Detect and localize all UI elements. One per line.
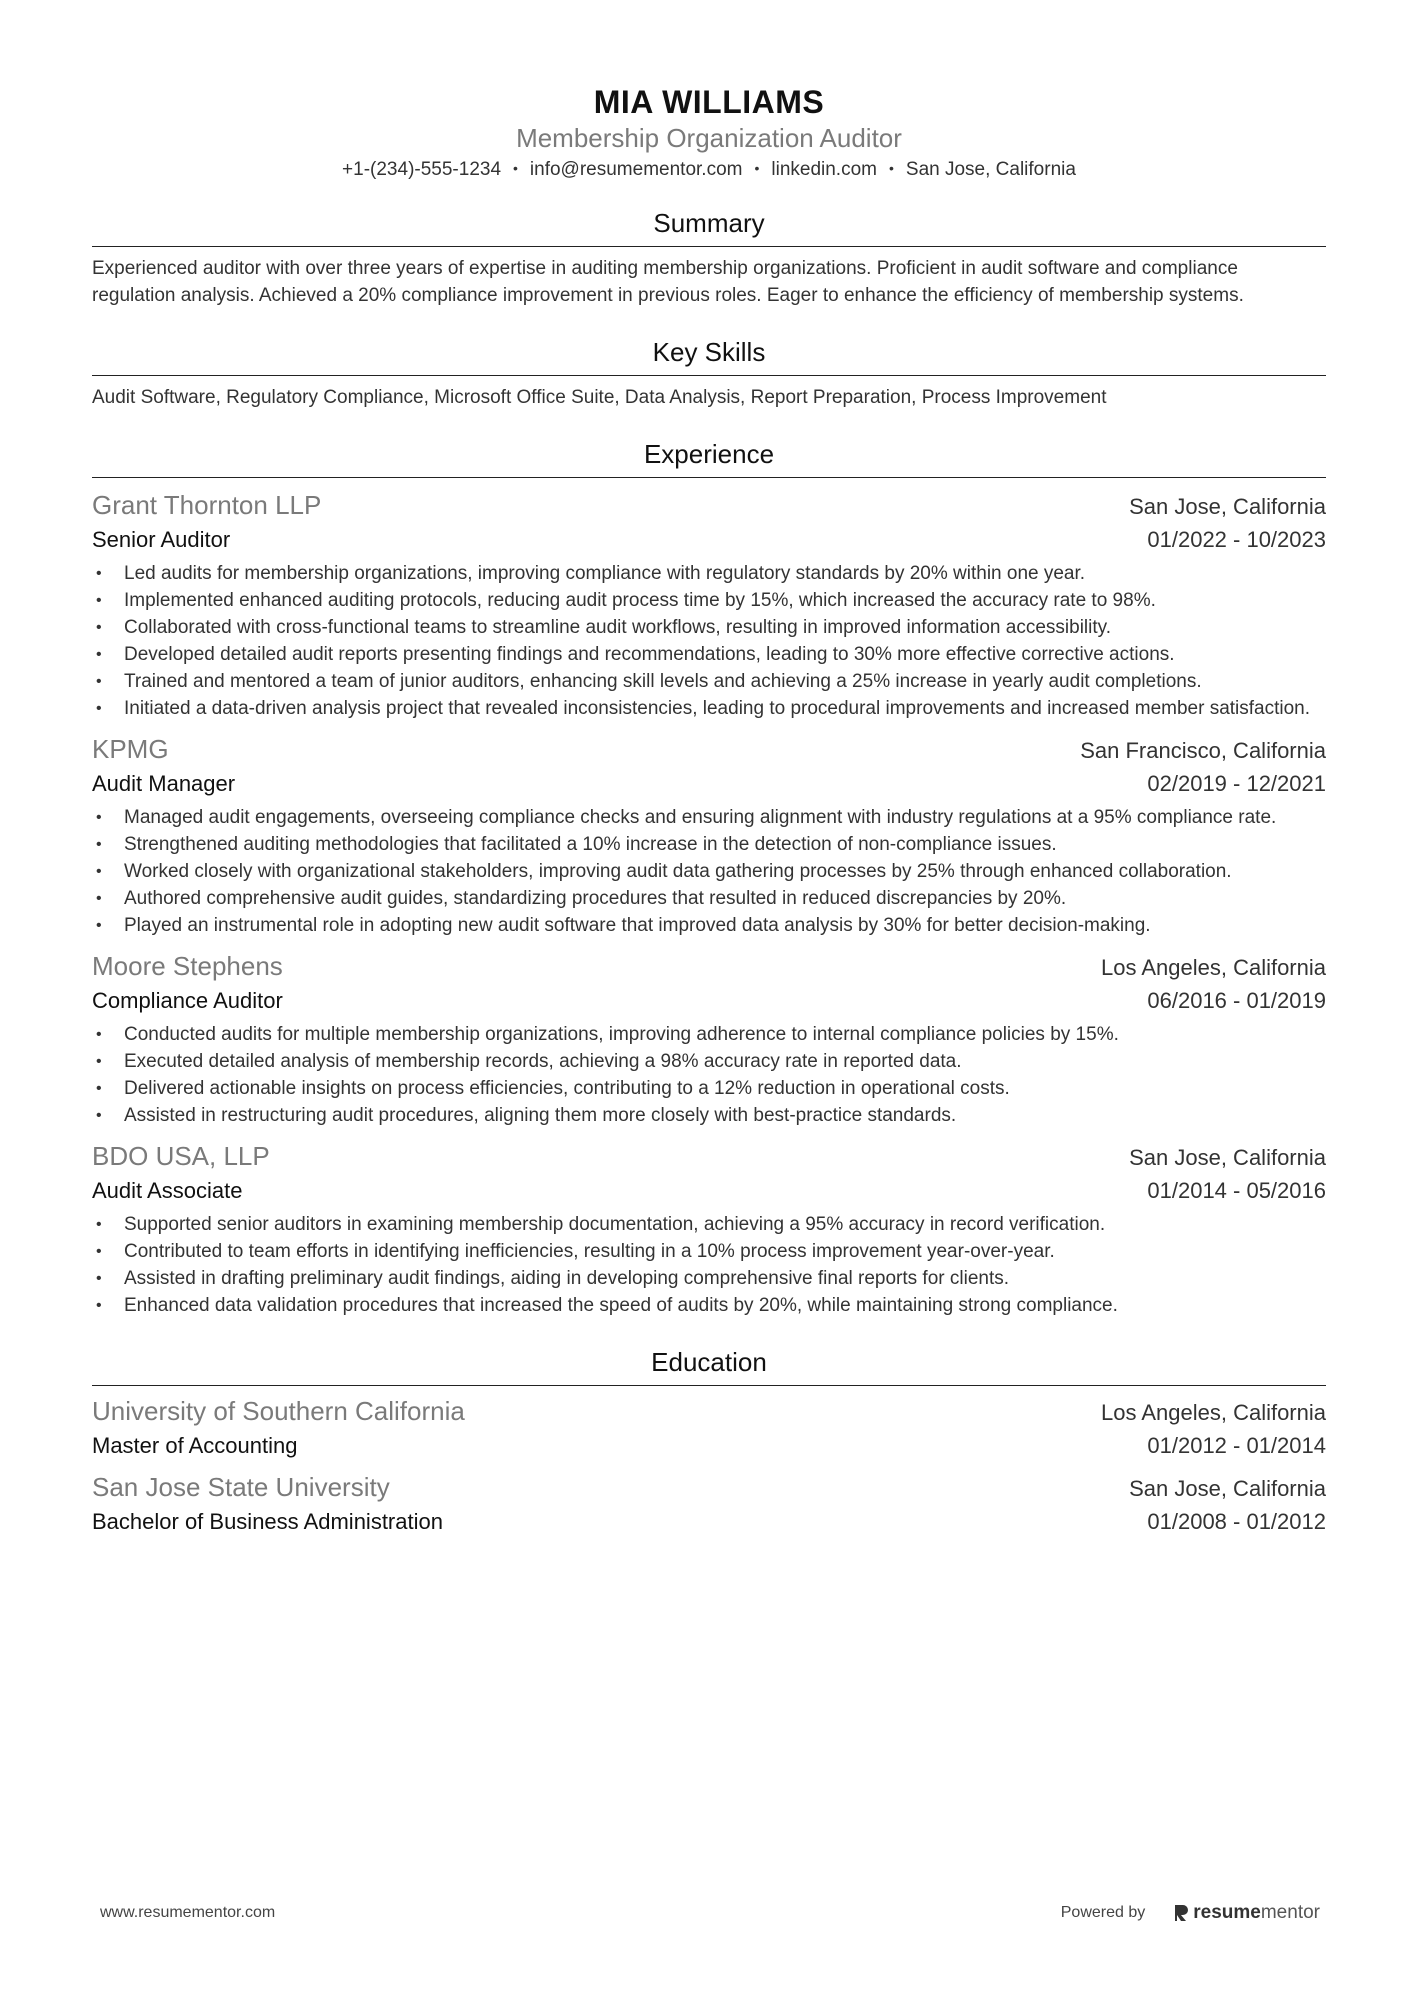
job-bullet: • Played an instrumental role in adopting new audit software that improved data analysis by 30% for better decision-making. bbox=[92, 912, 1326, 939]
degree: Bachelor of Business Administration bbox=[92, 1509, 443, 1534]
job-bullet: • Delivered actionable insights on process efficiencies, contributing to a 12% reduction in operational costs. bbox=[92, 1075, 1326, 1102]
job-title: Audit Manager bbox=[92, 771, 236, 796]
job-bullet: • Initiated a data-driven analysis project that revealed inconsistencies, leading to procedural improvements and increased member satisfaction. bbox=[92, 695, 1326, 722]
job-bullet: • Supported senior auditors in examining membership documentation, achieving a 95% accuracy in record verification. bbox=[92, 1211, 1326, 1238]
job-dates: 01/2014 - 05/2016 bbox=[1147, 1178, 1326, 1203]
job-location: San Jose, California bbox=[1129, 494, 1326, 519]
job-location: San Francisco, California bbox=[1080, 738, 1326, 763]
company-name: BDO USA, LLP bbox=[92, 1141, 270, 1171]
powered-by-label: Powered by bbox=[1060, 1904, 1146, 1921]
resume-header bbox=[92, 0, 1326, 184]
footer-website-link[interactable]: www.resumementor.com bbox=[100, 1904, 276, 1921]
education-heading: Education bbox=[92, 1345, 1326, 1386]
footer-branding bbox=[1061, 1902, 1320, 1924]
skills-heading: Key Skills bbox=[92, 335, 1326, 376]
job-title: Senior Auditor bbox=[92, 527, 231, 552]
contact-separator: • bbox=[754, 160, 760, 176]
job-dates: 01/2022 - 10/2023 bbox=[1147, 527, 1326, 552]
resume-page bbox=[92, 0, 1326, 1538]
school-name: University of Southern California bbox=[92, 1396, 465, 1426]
contact-email[interactable]: info@resumementor.com bbox=[529, 159, 743, 180]
experience-heading: Experience bbox=[92, 437, 1326, 478]
brand-name-bold: resume bbox=[1193, 1902, 1261, 1923]
candidate-name: MIA WILLIAMS bbox=[593, 84, 825, 120]
education-entry bbox=[92, 1394, 1326, 1462]
job-bullet: • Executed detailed analysis of membership records, achieving a 98% accuracy rate in reported data. bbox=[92, 1048, 1326, 1075]
school-name: San Jose State University bbox=[92, 1472, 390, 1502]
job-bullets bbox=[92, 1021, 1326, 1129]
experience-entry bbox=[92, 732, 1326, 939]
job-bullet: • Assisted in drafting preliminary audit findings, aiding in developing comprehensive final reports for clients. bbox=[92, 1265, 1326, 1292]
brand-name-light: mentor bbox=[1260, 1902, 1320, 1923]
job-bullet: • Trained and mentored a team of junior auditors, enhancing skill levels and achieving a 25% increase in yearly audit completions. bbox=[92, 668, 1326, 695]
job-bullets bbox=[92, 1211, 1326, 1319]
job-bullet: • Led audits for membership organizations, improving compliance with regulatory standards by 20% within one year. bbox=[92, 560, 1326, 587]
summary-text: Experienced auditor with over three years of expertise in auditing membership organizations. Proficient in audit software and compliance regulation analysis. Achieved a 20% compliance improvement in previous roles. Eager to enhance the efficiency of membership systems. bbox=[92, 258, 1244, 306]
experience-entry bbox=[92, 949, 1326, 1129]
education-dates: 01/2012 - 01/2014 bbox=[1147, 1433, 1326, 1458]
job-bullet: • Strengthened auditing methodologies that facilitated a 10% increase in the detection of non-compliance issues. bbox=[92, 831, 1326, 858]
contact-linkedin[interactable]: linkedin.com bbox=[771, 159, 877, 180]
school-location: San Jose, California bbox=[1129, 1476, 1326, 1501]
job-title: Compliance Auditor bbox=[92, 988, 283, 1013]
job-bullet: • Assisted in restructuring audit procedures, aligning them more closely with best-practice standards. bbox=[92, 1102, 1326, 1129]
job-location: San Jose, California bbox=[1129, 1145, 1326, 1170]
job-bullet: • Managed audit engagements, overseeing compliance checks and ensuring alignment with industry regulations at a 95% compliance rate. bbox=[92, 804, 1326, 831]
company-name: Grant Thornton LLP bbox=[92, 490, 322, 520]
contact-line bbox=[92, 156, 1326, 184]
job-dates: 06/2016 - 01/2019 bbox=[1147, 988, 1326, 1013]
education-entry bbox=[92, 1470, 1326, 1538]
school-location: Los Angeles, California bbox=[1100, 1400, 1326, 1425]
job-bullet: • Conducted audits for multiple membership organizations, improving adherence to internal compliance policies by 15%. bbox=[92, 1021, 1326, 1048]
resumementor-logo-icon bbox=[1173, 1903, 1189, 1923]
job-bullet: • Developed detailed audit reports presenting findings and recommendations, leading to 30% more effective corrective actions. bbox=[92, 641, 1326, 668]
job-location: Los Angeles, California bbox=[1100, 955, 1326, 980]
job-bullet: • Authored comprehensive audit guides, standardizing procedures that resulted in reduced discrepancies by 20%. bbox=[92, 885, 1326, 912]
job-bullet: • Worked closely with organizational stakeholders, improving audit data gathering processes by 25% through enhanced collaboration. bbox=[92, 858, 1326, 885]
job-bullet: • Enhanced data validation procedures that increased the speed of audits by 20%, while maintaining strong compliance. bbox=[92, 1292, 1326, 1319]
job-bullets bbox=[92, 560, 1326, 722]
job-bullet: • Implemented enhanced auditing protocols, reducing audit process time by 15%, which increased the accuracy rate to 98%. bbox=[92, 587, 1326, 614]
experience-entry bbox=[92, 488, 1326, 722]
job-dates: 02/2019 - 12/2021 bbox=[1147, 771, 1326, 796]
contact-phone: +1-(234)-555-1234 bbox=[342, 159, 502, 180]
contact-separator: • bbox=[888, 160, 894, 176]
experience-entry bbox=[92, 1139, 1326, 1319]
degree: Master of Accounting bbox=[92, 1433, 298, 1458]
job-bullet: • Contributed to team efforts in identifying inefficiencies, resulting in a 10% process improvement year-over-year. bbox=[92, 1238, 1326, 1265]
skills-text: Audit Software, Regulatory Compliance, Microsoft Office Suite, Data Analysis, Report Preparation, Process Improvement bbox=[92, 387, 1107, 408]
contact-separator: • bbox=[513, 160, 518, 176]
candidate-role: Membership Organization Auditor bbox=[516, 123, 902, 153]
job-bullets bbox=[92, 804, 1326, 939]
resumementor-logo[interactable] bbox=[1173, 1902, 1320, 1924]
job-title: Audit Associate bbox=[92, 1178, 243, 1203]
job-bullet: • Collaborated with cross-functional teams to streamline audit workflows, resulting in improved information accessibility. bbox=[92, 614, 1326, 641]
education-dates: 01/2008 - 01/2012 bbox=[1147, 1509, 1326, 1534]
company-name: KPMG bbox=[92, 734, 169, 764]
contact-location: San Jose, California bbox=[905, 159, 1076, 180]
summary-heading: Summary bbox=[92, 206, 1326, 247]
company-name: Moore Stephens bbox=[92, 951, 283, 981]
